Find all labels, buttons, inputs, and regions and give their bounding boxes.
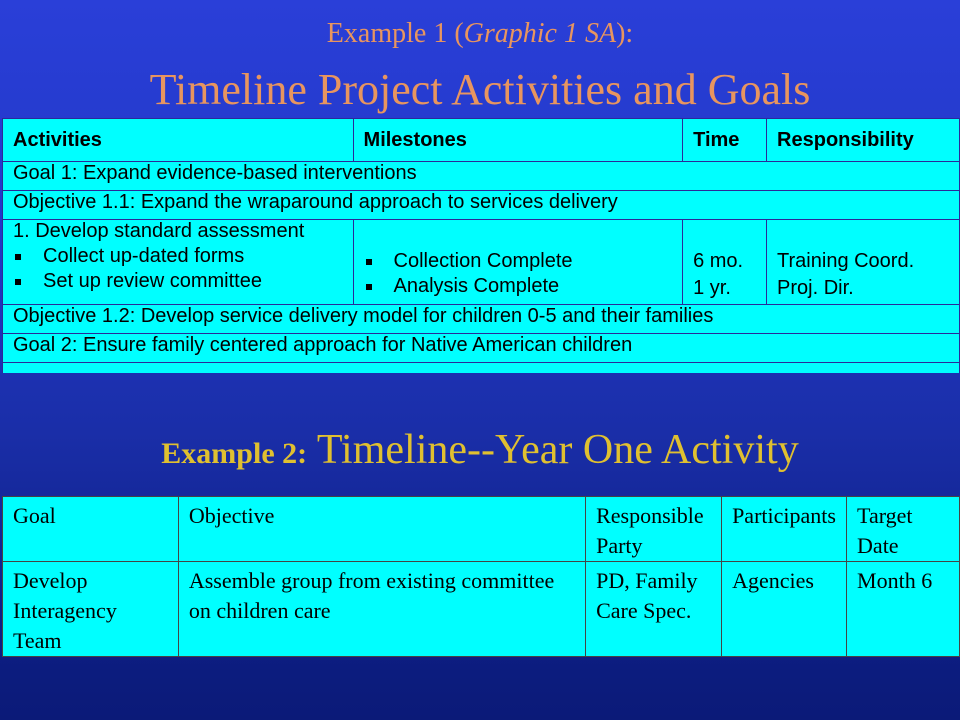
cell-responsible-party: PD, Family Care Spec.: [586, 562, 722, 657]
bullet-icon: [366, 284, 372, 290]
responsibility-value: Training Coord.: [777, 250, 915, 272]
responsibility-value: Proj. Dir.: [777, 277, 854, 299]
activity-cell: [3, 220, 354, 305]
bullet-icon: [366, 259, 372, 265]
goal2-text: Goal 2: Ensure family centered approach for Native American children: [3, 334, 960, 363]
cell-objective: Assemble group from existing committee on children care: [178, 562, 585, 657]
time-value: 6 mo.: [693, 250, 744, 272]
spacer-row: [3, 363, 960, 374]
goal1-text: Goal 1: Expand evidence-based interventions: [3, 162, 960, 191]
header-objective: Objective: [178, 497, 585, 562]
milestone-item: [364, 275, 673, 298]
objective11-row: [3, 191, 960, 220]
example1-title: Timeline Project Activities and Goals: [149, 65, 811, 114]
objective11-text: Objective 1.1: Expand the wraparound approach to services delivery: [3, 191, 960, 220]
activity-item-label: Set up review committee: [43, 270, 262, 292]
bullet-icon: [15, 279, 21, 285]
year-one-header-row: [3, 497, 960, 562]
header-responsibility: Responsibility: [767, 119, 960, 162]
timeline-table: [2, 118, 960, 373]
objective12-row: [3, 305, 960, 334]
time-value: 1 yr.: [693, 277, 731, 299]
year-one-data-row: [3, 562, 960, 657]
example2-heading: Timeline--Year One Activity: [307, 427, 799, 473]
goal2-row: [3, 334, 960, 363]
activity-title: 1. Develop standard assessment: [13, 220, 305, 242]
header-participants: Participants: [722, 497, 847, 562]
header-goal: Goal: [3, 497, 179, 562]
header-target-date: Target Date: [847, 497, 960, 562]
header-milestones: Milestones: [353, 119, 683, 162]
milestone-item: [364, 250, 673, 273]
activity-item: [13, 270, 343, 293]
activity-row: [3, 220, 960, 305]
bullet-icon: [15, 254, 21, 260]
milestone-label: Analysis Complete: [393, 275, 560, 297]
timeline-header-row: [3, 119, 960, 162]
activity-item-label: Collect up-dated forms: [43, 245, 245, 267]
activity-item: [13, 245, 343, 268]
subtitle-prefix: Example 1 (: [326, 18, 464, 49]
example2-colon: :: [297, 437, 308, 470]
objective12-text: Objective 1.2: Develop service delivery model for children 0-5 and their families: [3, 305, 960, 334]
milestones-cell: [353, 220, 683, 305]
example2-title: [0, 426, 960, 474]
milestone-label: Collection Complete: [393, 250, 573, 272]
header-responsible-party: Responsible Party: [586, 497, 722, 562]
cell-target-date: Month 6: [847, 562, 960, 657]
time-cell: [683, 220, 767, 305]
cell-goal: Develop Interagency Team: [3, 562, 179, 657]
subtitle-italic: Graphic 1 SA: [463, 18, 617, 49]
example2-label: Example 2: [161, 437, 298, 470]
cell-participants: Agencies: [722, 562, 847, 657]
header-activities: Activities: [3, 119, 354, 162]
subtitle-suffix: ):: [616, 18, 634, 49]
year-one-table: [2, 496, 960, 657]
example1-subtitle: [0, 18, 960, 50]
header-time: Time: [683, 119, 767, 162]
goal1-row: [3, 162, 960, 191]
responsibility-cell: [767, 220, 960, 305]
